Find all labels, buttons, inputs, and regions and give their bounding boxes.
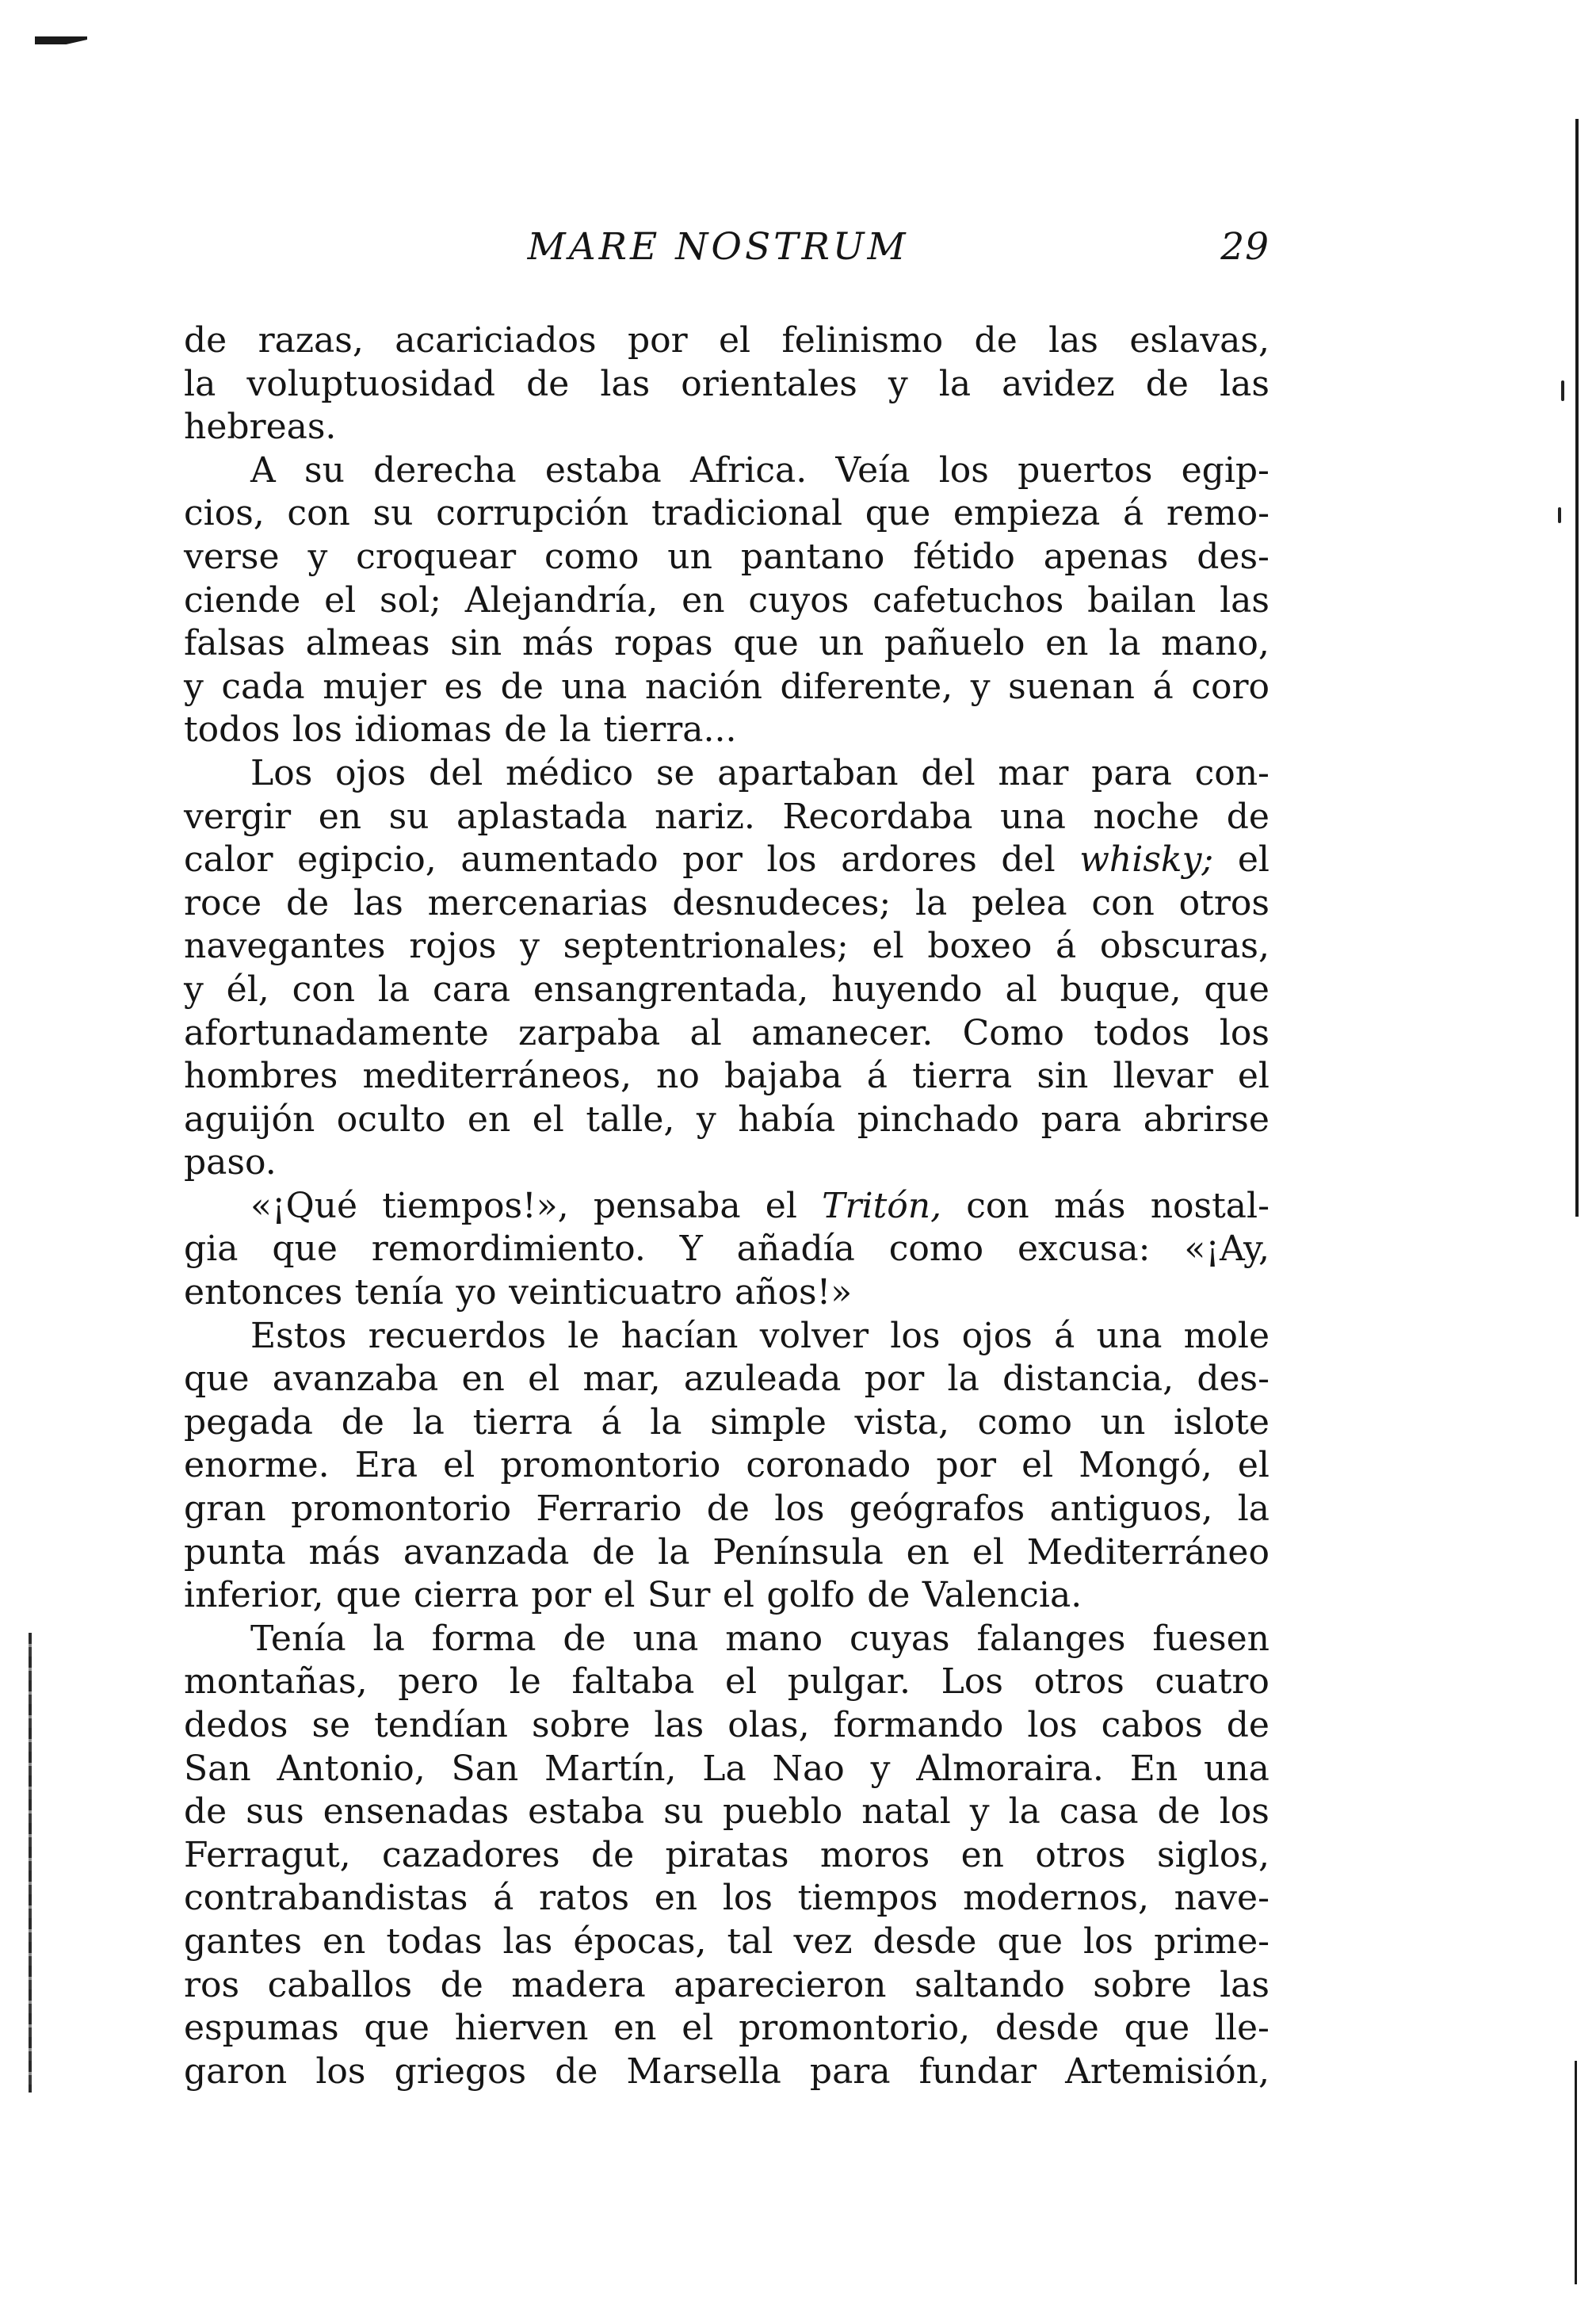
scan-speck	[1561, 380, 1564, 401]
text-line: San Antonio, San Martín, La Nao y Almoraira. En una	[184, 1748, 1270, 1789]
scan-edge-line-right-lower	[1575, 2061, 1577, 2284]
scan-edge-line-left	[29, 1633, 32, 2093]
text-line: hombres mediterráneos, no bajaba á tierra sin llevar el	[184, 1056, 1270, 1097]
text-line: de sus ensenadas estaba su pueblo natal y la casa de los	[184, 1791, 1270, 1833]
text-line: pegada de la tierra á la simple vista, como un islote	[184, 1401, 1270, 1443]
scan-speck	[1558, 507, 1561, 523]
running-head	[184, 225, 1270, 273]
text-line: navegantes rojos y septentrionales; el boxeo á obscuras,	[184, 926, 1270, 967]
text-line: contrabandistas á ratos en los tiempos modernos, nave-	[184, 1878, 1270, 1919]
text-line: Tenía la forma de una mano cuyas falanges fuesen	[250, 1618, 1270, 1659]
text-line: enorme. Era el promontorio coronado por el Mongó, el	[184, 1445, 1270, 1486]
text-line: hebreas.	[184, 407, 337, 448]
text-line: montañas, pero le faltaba el pulgar. Los otros cuatro	[184, 1661, 1270, 1703]
body-text	[184, 319, 1270, 2093]
text-line: y él, con la cara ensangrentada, huyendo al buque, que	[184, 969, 1270, 1010]
text-line: «¡Qué tiempos!», pensaba el Tritón, con más nostal-	[250, 1185, 1270, 1226]
text-line: falsas almeas sin más ropas que un pañuelo en la mano,	[184, 623, 1270, 664]
text-line: entonces tenía yo veinticuatro años!»	[184, 1272, 853, 1313]
text-line: calor egipcio, aumentado por los ardores del whisky; el	[184, 839, 1270, 881]
text-line: gantes en todas las épocas, tal vez desde que los prime-	[184, 1921, 1270, 1962]
text-line: verse y croquear como un pantano fétido apenas des-	[184, 536, 1270, 577]
text-line: punta más avanzada de la Península en el Mediterráneo	[184, 1531, 1270, 1573]
text-line: la voluptuosidad de las orientales y la avidez de las	[184, 363, 1270, 404]
text-line: Estos recuerdos le hacían volver los ojos á una mole	[250, 1315, 1270, 1356]
text-line: todos los idiomas de la tierra...	[184, 709, 737, 751]
running-title: MARE NOSTRUM	[527, 225, 909, 269]
text-line: A su derecha estaba Africa. Veía los puertos egip-	[250, 449, 1270, 491]
text-line: afortunadamente zarpaba al amanecer. Como todos los	[184, 1012, 1270, 1053]
scan-edge-line-right-upper	[1575, 119, 1579, 1217]
text-line: gia que remordimiento. Y añadía como excusa: «¡Ay,	[184, 1229, 1270, 1270]
text-line: paso.	[184, 1142, 277, 1183]
text-line: vergir en su aplastada nariz. Recordaba una noche de	[184, 796, 1270, 837]
text-line: de razas, acariciados por el felinismo de las eslavas,	[184, 320, 1270, 361]
text-line: aguijón oculto en el talle, y había pinchado para abrirse	[184, 1099, 1270, 1140]
text-line: que avanzaba en el mar, azuleada por la distancia, des-	[184, 1359, 1270, 1400]
text-line: gran promontorio Ferrario de los geógrafos antiguos, la	[184, 1489, 1270, 1530]
text-line: ros caballos de madera aparecieron saltando sobre las	[184, 1964, 1270, 2005]
text-line: espumas que hierven en el promontorio, desde que lle-	[184, 2008, 1270, 2049]
text-line: ciende el sol; Alejandría, en cuyos cafetuchos bailan las	[184, 579, 1270, 621]
text-line: y cada mujer es de una nación diferente, y suenan á coro	[184, 666, 1270, 707]
text-line: cios, con su corrupción tradicional que empieza á remo-	[184, 493, 1270, 534]
text-line: Los ojos del médico se apartaban del mar para con-	[250, 752, 1270, 793]
text-line: inferior, que cierra por el Sur el golfo de Valencia.	[184, 1575, 1082, 1616]
page-number: 29	[1220, 225, 1270, 269]
text-line: garon los griegos de Marsella para fundar Artemisión,	[184, 2050, 1270, 2092]
scan-artifact-top-left	[35, 36, 87, 44]
text-line: roce de las mercenarias desnudeces; la pelea con otros	[184, 882, 1270, 923]
text-line: Ferragut, cazadores de piratas moros en otros siglos,	[184, 1834, 1270, 1875]
text-line: dedos se tendían sobre las olas, formando los cabos de	[184, 1705, 1270, 1745]
